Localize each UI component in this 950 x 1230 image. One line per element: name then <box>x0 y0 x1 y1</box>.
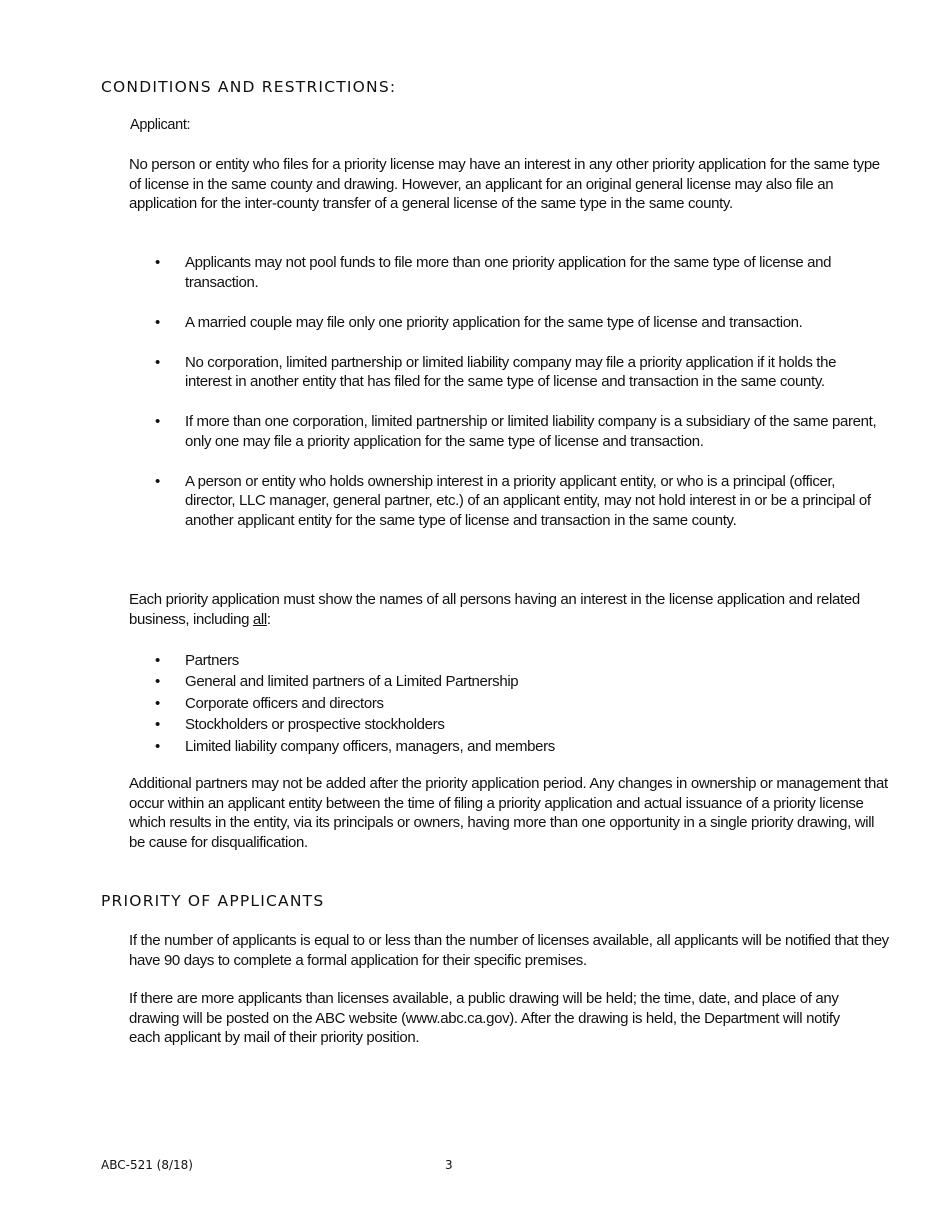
intro-paragraph: No person or entity who files for a priority license may have an interest in any other priority application for the same type of license in the same county and drawing. However, an applicant for an original general license may also file an application for the inter-county transfer of a general license of the same type in the same county. <box>129 156 880 213</box>
interest-holder-item: • Corporate officers and directors <box>155 694 885 714</box>
conditions-heading: CONDITIONS AND RESTRICTIONS: <box>101 78 397 96</box>
restriction-item: • No corporation, limited partnership or limited liability company may file a priority application if it holds the interest in another entity that has filed for the same type of license and transaction in the same county. <box>155 353 885 392</box>
priority-paragraph-2: If there are more applicants than licenses available, a public drawing will be held; the time, date, and place of any drawing will be posted on the ABC website (www.abc.ca.gov). After the drawing is held, the Department will notify each applicant by mail of their priority position. <box>129 990 840 1047</box>
names-paragraph-text: Each priority application must show the names of all persons having an interest in the license application and related business, including <box>129 591 860 628</box>
restriction-item: • Applicants may not pool funds to file more than one priority application for the same type of license and transaction. <box>155 253 885 292</box>
footer-page-number: 3 <box>445 1158 453 1172</box>
priority-paragraph-1: If the number of applicants is equal to or less than the number of licenses available, all applicants will be notified that they have 90 days to complete a formal application for their specific premises. <box>129 932 889 969</box>
names-paragraph-emphasis: all <box>252 610 267 628</box>
interest-holders-list <box>155 651 885 758</box>
interest-holder-item: • General and limited partners of a Limited Partnership <box>155 672 885 692</box>
interest-holder-item: • Partners <box>155 651 885 671</box>
interest-holder-item: • Limited liability company officers, managers, and members <box>155 737 885 757</box>
names-paragraph-colon: : <box>266 610 271 628</box>
names-paragraph <box>129 590 899 629</box>
restrictions-list <box>155 253 885 551</box>
footer-form-id: ABC-521 (8/18) <box>101 1158 193 1172</box>
restriction-item: • A married couple may file only one priority application for the same type of license and transaction. <box>155 313 885 333</box>
restriction-item: • A person or entity who holds ownership interest in a priority applicant entity, or who is a principal (officer, director, LLC manager, general partner, etc.) of an applicant entity, may not hold interest in or be a principal of another applicant entity for the same type of license and transaction in the same county. <box>155 472 885 531</box>
restriction-item: • If more than one corporation, limited partnership or limited liability company is a subsidiary of the same parent, only one may file a priority application for the same type of license and transaction. <box>155 412 885 451</box>
priority-heading: PRIORITY OF APPLICANTS <box>101 892 325 910</box>
applicant-label: Applicant: <box>130 117 191 133</box>
interest-holder-item: • Stockholders or prospective stockholders <box>155 715 885 735</box>
additional-paragraph: Additional partners may not be added after the priority application period. Any changes in ownership or management that occur within an applicant entity between the time of filing a priority application and actual issuance of a priority license which results in the entity, via its principals or owners, having more than one opportunity in a single priority drawing, will be cause for disqualification. <box>129 775 888 851</box>
